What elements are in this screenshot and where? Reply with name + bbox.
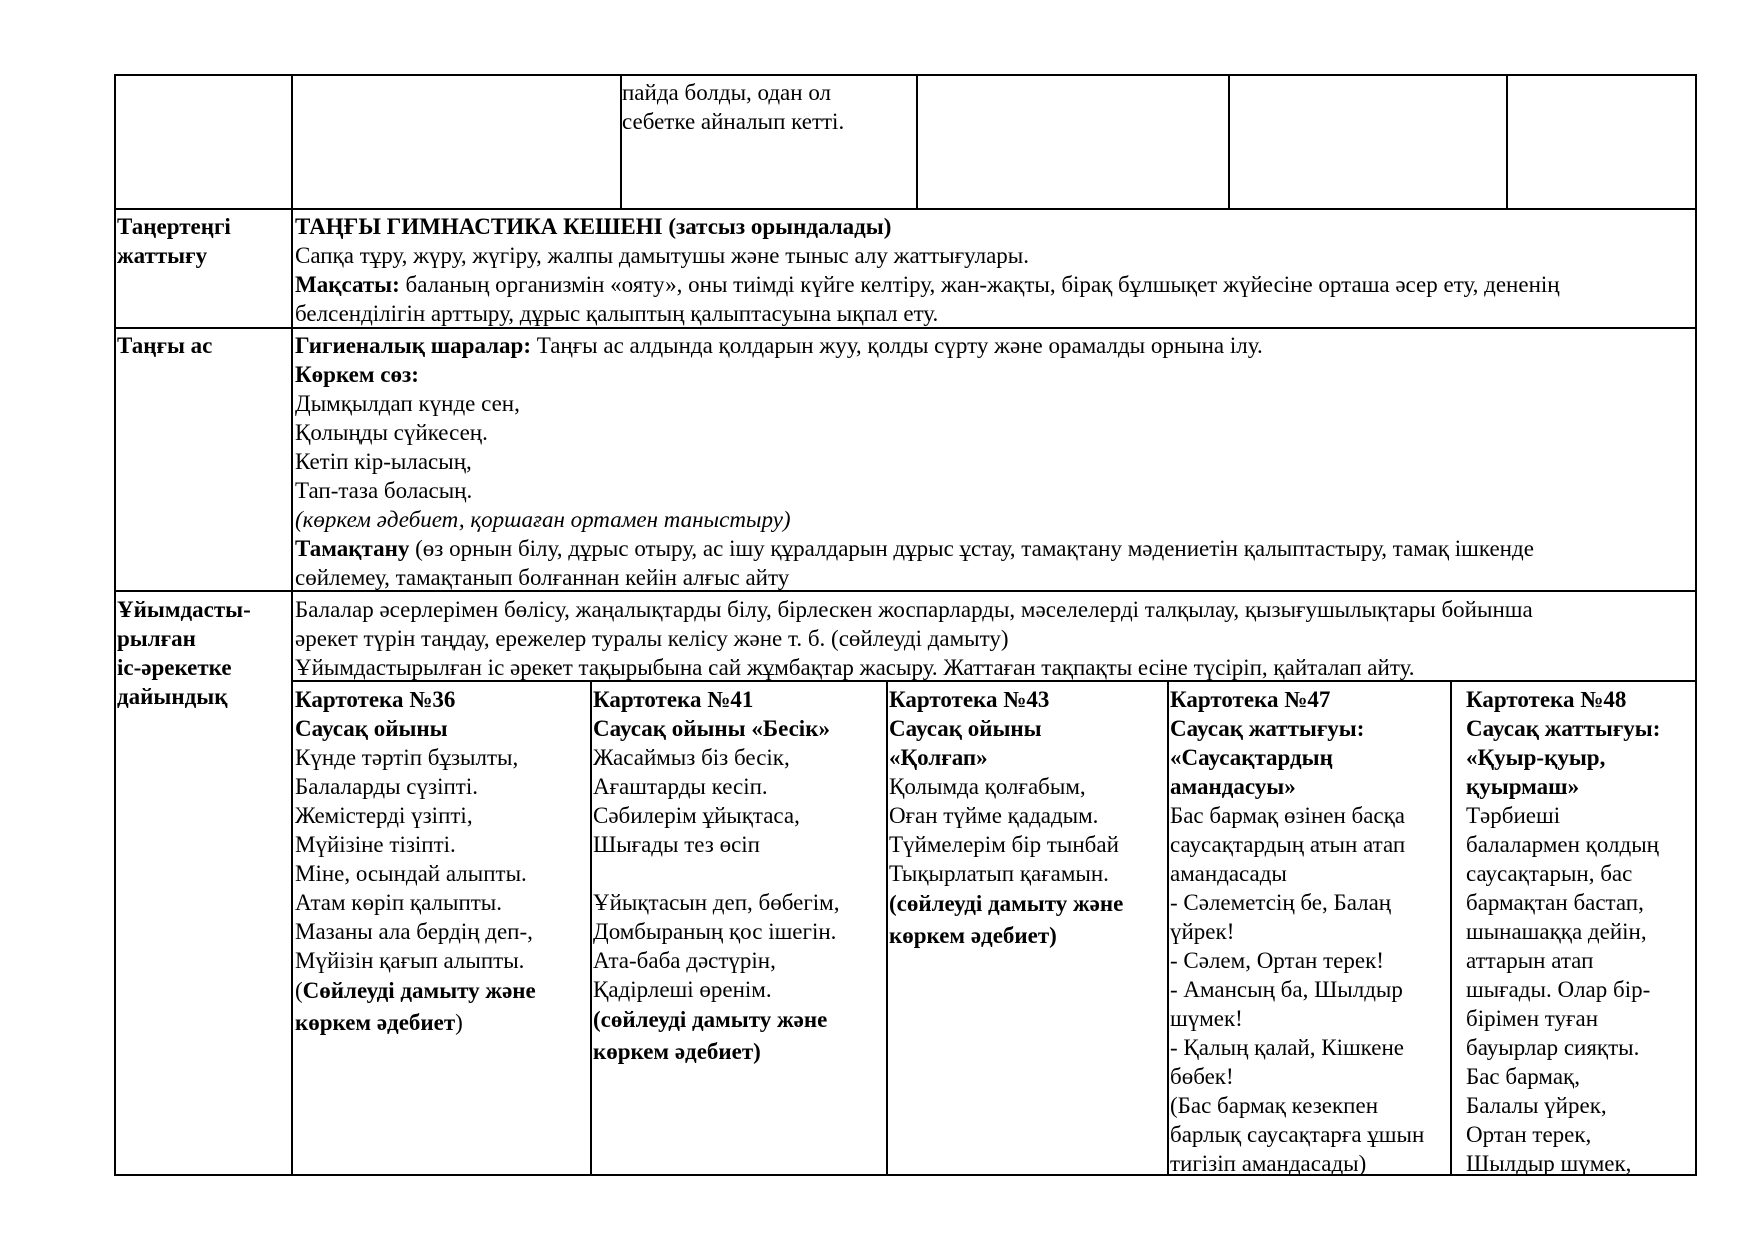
card-line — [593, 859, 884, 888]
card-line: саусақтардың атын атап — [1170, 832, 1406, 857]
card-tail-bold: (сөйлеуді дамыту және — [593, 1007, 828, 1032]
art-word-label: Көркем сөз: — [295, 362, 419, 387]
card-divider — [886, 680, 888, 1175]
text-line: сөйлемеу, тамақтанып болғаннан кейін алғыс айту — [295, 565, 790, 590]
table-border-bottom — [114, 1174, 1696, 1176]
text-line: белсенділігін арттыру, дұрыс қалыптың қалыптасуына ықпал ету. — [295, 301, 939, 326]
card-line: Жемістерді үзіпті, — [295, 803, 473, 828]
table-border-top — [114, 74, 1696, 76]
text-line: Таңертеңгі — [117, 214, 231, 239]
col-divider — [1228, 74, 1230, 209]
card-line: Балаларды сүзіпті. — [295, 774, 478, 799]
card-line: саусақтарын, бас — [1466, 861, 1633, 886]
goal-text: баланың организмін «ояту», оны тиімді күйге келтіру, жан-жақты, бірақ бұлшықет жүйесіне орташа әсер ету, дененің — [399, 272, 1560, 297]
card-divider — [1450, 680, 1452, 1175]
card-subtitle: Саусақ жаттығуы: — [1466, 716, 1661, 741]
hygiene-line — [295, 331, 1693, 360]
card-line: Бас бармақ, — [1466, 1064, 1580, 1089]
card-tail-line — [295, 1007, 588, 1039]
label-column-divider — [291, 74, 293, 1176]
morning-exercise-label — [117, 212, 289, 270]
card-line: Балалы үйрек, — [1466, 1093, 1607, 1118]
card-43 — [889, 685, 1165, 952]
text-line: Таңғы ас — [117, 333, 213, 358]
text-line: дайындық — [117, 684, 228, 709]
top-row-col3 — [622, 78, 914, 136]
eating-label: Тамақтану — [295, 536, 410, 561]
card-divider — [590, 680, 592, 1175]
hygiene-text: Таңғы ас алдында қолдарын жуу, қолды сүрту және орамалды орнына ілу. — [531, 333, 1263, 358]
col-divider — [1506, 74, 1508, 209]
card-line: Қадірлеші өренім. — [593, 977, 772, 1002]
card-line: барлық саусақтарға ұшын — [1170, 1122, 1425, 1147]
card-41 — [593, 685, 884, 1068]
card-line: - Сәлем, Ортан терек! — [1170, 948, 1384, 973]
card-line: Ата-баба дәстүрін, — [593, 948, 776, 973]
eating-text: (өз орнын білу, дұрыс отыру, ас ішу құралдарын дұрыс ұстау, тамақтану мәдениетін қалыптастыру, тамақ ішкенде — [409, 536, 1534, 561]
card-line: Сәбилерім ұйықтаса, — [593, 803, 800, 828]
card-line: шынашаққа дейін, — [1466, 919, 1647, 944]
text-line: жаттығу — [117, 243, 208, 268]
text-line: Ұйымдастырылған іс әрекет тақырыбына сай жұмбақтар жасыру. Жаттаған тақпақты есіне түсіріп, қайталап айту. — [295, 655, 1415, 680]
table-border-right — [1695, 74, 1697, 1176]
card-subtitle: Саусақ жаттығуы: — [1170, 716, 1365, 741]
card-line: балалармен қолдың — [1466, 832, 1659, 857]
card-title: Картотека №41 — [593, 687, 754, 712]
card-line: бауырлар сияқты. — [1466, 1035, 1640, 1060]
card-subtitle: Саусақ ойыны — [295, 716, 448, 741]
card-tail-bold: көркем әдебиет) — [889, 923, 1057, 948]
card-line: Міне, осындай алыпты. — [295, 861, 527, 886]
card-line: Оған түйме қададым. — [889, 803, 1099, 828]
card-48 — [1466, 685, 1693, 1178]
card-line: Мазаны ала бердің деп-, — [295, 919, 533, 944]
card-line: - Амансың ба, Шылдыр — [1170, 977, 1403, 1002]
card-line: Мүйізіне тізіпті. — [295, 832, 456, 857]
poem-line: Дымқылдап күнде сен, — [295, 391, 520, 416]
card-line: бөбек! — [1170, 1064, 1234, 1089]
card-47 — [1170, 685, 1448, 1178]
card-line: Шығады тез өсіп — [593, 832, 760, 857]
card-title: Картотека №47 — [1170, 687, 1331, 712]
card-line: бірімен туған — [1466, 1006, 1599, 1031]
organized-prep-label — [117, 595, 289, 711]
text-line: іс-әрекетке — [117, 655, 232, 680]
card-tail-bold: көркем әдебиет) — [593, 1039, 761, 1064]
card-title: Картотека №43 — [889, 687, 1050, 712]
col-divider — [916, 74, 918, 209]
card-line: Мүйізін қағып алыпты. — [295, 948, 525, 973]
text-line: себетке айналып кетті. — [622, 109, 845, 134]
card-line: тигізіп амандасады) — [1170, 1151, 1367, 1176]
breakfast-label — [117, 331, 289, 360]
card-tail-bold: Сөйлеуді дамыту және — [302, 978, 536, 1003]
card-subtitle: Саусақ ойыны — [889, 716, 1042, 741]
card-subtitle: «Саусақтардың — [1170, 745, 1333, 770]
card-line: аттарын атап — [1466, 948, 1594, 973]
paren-close: ) — [455, 1010, 463, 1035]
card-title: Картотека №48 — [1466, 687, 1627, 712]
card-line: Бас бармақ өзінен басқа — [1170, 803, 1406, 828]
goal-label: Мақсаты: — [295, 272, 400, 297]
eating-line — [295, 534, 1693, 563]
poem-line: Тап-таза боласың. — [295, 478, 473, 503]
card-line: бармақтан бастап, — [1466, 890, 1644, 915]
card-subtitle: «Қуыр-қуыр, — [1466, 745, 1606, 770]
card-line: Шылдыр шүмек, — [1466, 1151, 1632, 1176]
card-line: Түймелерім бір тынбай — [889, 832, 1119, 857]
text-line: әрекет түрін таңдау, ережелер туралы келісу және т. б. (сөйлеуді дамыту) — [295, 626, 1009, 651]
text-line: Ұйымдасты- — [117, 597, 251, 622]
card-36 — [295, 685, 588, 1039]
text-line: рылған — [117, 626, 196, 651]
text-line: пайда болды, одан ол — [622, 80, 831, 105]
section-title: ТАҢҒЫ ГИМНАСТИКА КЕШЕНІ (затсыз орындалады) — [295, 214, 892, 239]
card-line: - Сәлеметсің бе, Балаң — [1170, 890, 1392, 915]
morning-exercise-content — [295, 212, 1693, 328]
text-line: Сапқа тұру, жүру, жүгіру, жалпы дамытушы және тыныс алу жаттығулары. — [295, 243, 1030, 268]
organized-prep-content — [295, 595, 1693, 682]
goal-line — [295, 270, 1693, 299]
card-title: Картотека №36 — [295, 687, 456, 712]
card-tail-bold: (сөйлеуді дамыту және — [889, 891, 1124, 916]
card-line: Қолымда қолғабым, — [889, 774, 1086, 799]
card-line: үйрек! — [1170, 919, 1235, 944]
paren-open: ( — [295, 978, 303, 1003]
card-line: шүмек! — [1170, 1006, 1243, 1031]
card-tail-bold: көркем әдебиет — [295, 1010, 456, 1035]
italic-note: (көркем әдебиет, қоршаған ортамен таныстыру) — [295, 507, 791, 532]
card-subtitle: қуырмаш» — [1466, 774, 1580, 799]
table-border-left — [114, 74, 116, 1176]
poem-line: Қолыңды сүйкесең. — [295, 420, 488, 445]
card-subtitle: амандасуы» — [1170, 774, 1296, 799]
card-line: шығады. Олар бір- — [1466, 977, 1651, 1002]
card-line: Атам көріп қалыпты. — [295, 890, 503, 915]
card-tail-line — [295, 975, 588, 1007]
breakfast-content — [295, 331, 1693, 592]
card-subtitle: Саусақ ойыны «Бесік» — [593, 716, 830, 741]
card-line: Домбыраның қос ішегін. — [593, 919, 837, 944]
hygiene-label: Гигиеналық шаралар: — [295, 333, 531, 358]
card-line: (Бас бармақ кезекпен — [1170, 1093, 1379, 1118]
card-line: - Қалың қалай, Кішкене — [1170, 1035, 1404, 1060]
card-line: Тәрбиеші — [1466, 803, 1561, 828]
card-line: Ұйықтасын деп, бөбегім, — [593, 890, 840, 915]
card-line: Жасаймыз біз бесік, — [593, 745, 790, 770]
row-divider — [114, 208, 1696, 210]
card-line: Ағаштарды кесіп. — [593, 774, 768, 799]
card-line: Ортан терек, — [1466, 1122, 1592, 1147]
card-line: Тықырлатып қағамын. — [889, 861, 1109, 886]
card-line: амандасады — [1170, 861, 1287, 886]
poem-line: Кетіп кір-ыласың, — [295, 449, 472, 474]
text-line: Балалар әсерлерімен бөлісу, жаңалықтарды білу, бірлескен жоспарларды, мәселелерді талқылау, қызығушылықтары бойынша — [295, 597, 1533, 622]
card-divider — [1167, 680, 1169, 1175]
card-line: Күнде тәртіп бұзылты, — [295, 745, 519, 770]
card-subtitle: «Қолғап» — [889, 745, 988, 770]
